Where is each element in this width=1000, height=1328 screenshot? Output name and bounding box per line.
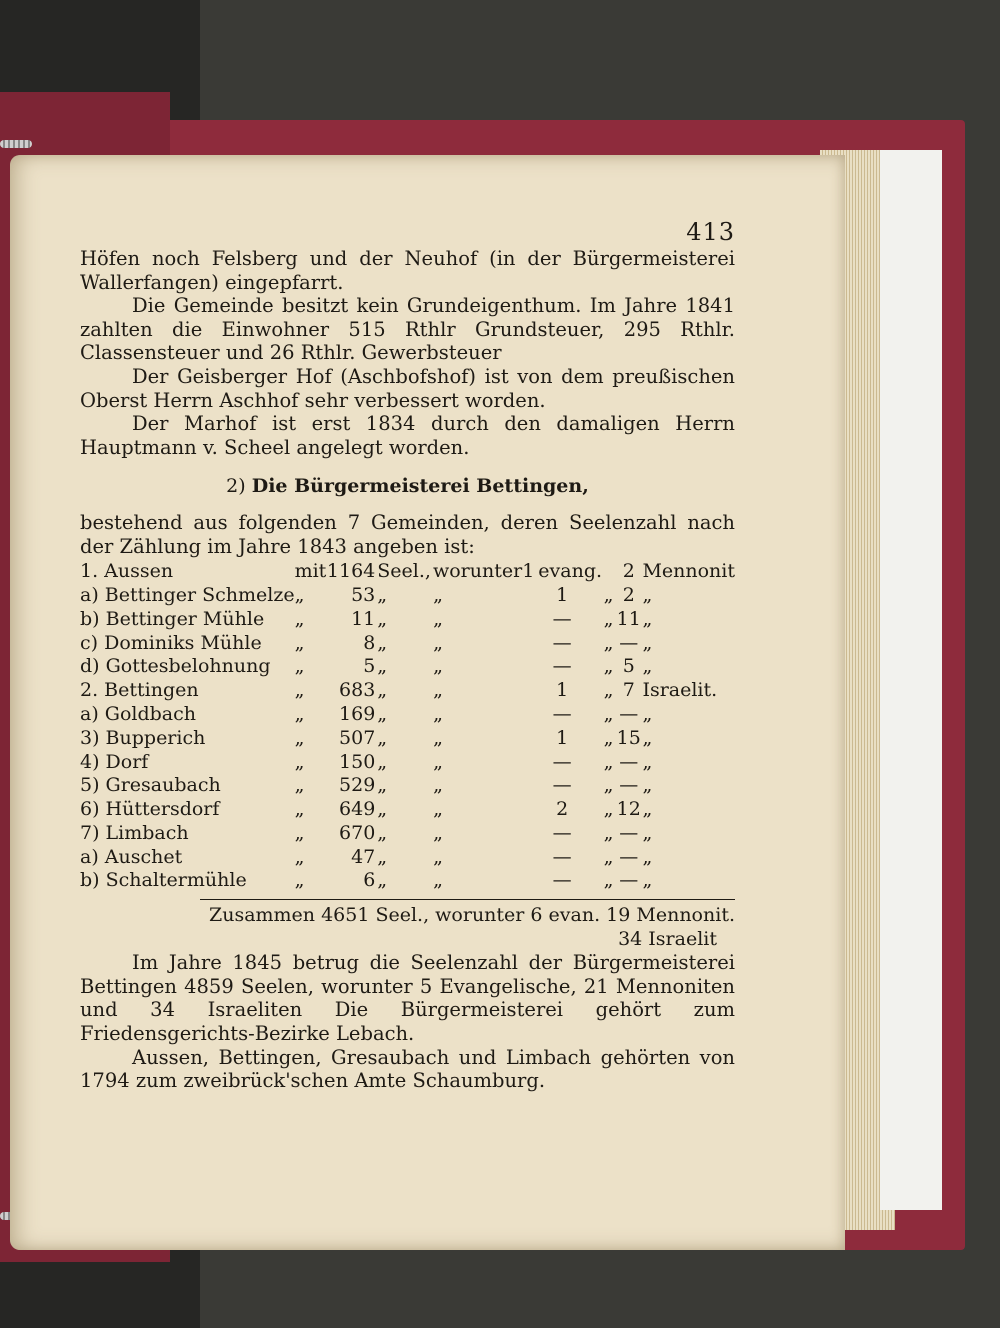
cell-name: 5) Gresaubach	[80, 774, 221, 797]
cell-unit	[377, 655, 522, 679]
cell-unit-label: „	[377, 726, 388, 749]
cell-worunter: „	[433, 655, 443, 678]
cell-unit	[377, 822, 522, 846]
cell-name: 2. Bettingen	[80, 679, 199, 702]
table-row	[80, 846, 735, 870]
cell-worunter: „	[433, 631, 443, 654]
cell-worunter: worunter	[432, 560, 523, 583]
cell-name: b) Schaltermühle	[80, 869, 247, 892]
cell-mit: „	[294, 631, 305, 654]
cell-mit: „	[294, 679, 305, 702]
cell-unit-label: „	[377, 869, 388, 892]
cell-evang	[522, 703, 602, 727]
cell-num: 11	[351, 607, 376, 630]
cell-unit	[377, 798, 522, 822]
cell-mit: „	[294, 798, 305, 821]
table-row	[80, 703, 735, 727]
cell-evang-count: —	[552, 607, 572, 630]
cell-rest: „	[642, 583, 653, 606]
cell-men: 7	[622, 679, 635, 702]
cell-evang	[522, 846, 602, 870]
cell-evang	[522, 560, 602, 584]
cell-evang	[522, 632, 602, 656]
cell-evang	[522, 774, 602, 798]
cell-worunter: „	[433, 702, 443, 725]
cell-unit-label: „	[377, 583, 388, 606]
cell-rest: „	[642, 655, 653, 678]
cell-unit-label: Seel.,	[377, 560, 431, 583]
cell-unit	[377, 632, 522, 656]
table-row	[80, 655, 735, 679]
cell-unit	[377, 774, 522, 798]
cell-evang-count: —	[552, 655, 572, 678]
table-row	[80, 679, 735, 703]
cell-name: a) Auschet	[80, 845, 183, 868]
cell-mit: „	[294, 726, 305, 749]
cell-num: 1164	[326, 560, 376, 583]
cell-q: „	[603, 821, 614, 844]
sum-rule	[200, 899, 735, 900]
cell-evang	[522, 751, 602, 775]
population-table	[80, 560, 735, 893]
cell-worunter: „	[433, 583, 443, 606]
cell-evang-count: —	[552, 821, 572, 844]
cell-num: 8	[363, 631, 376, 654]
cell-num: 529	[339, 774, 376, 797]
paragraph: Der Marhof ist erst 1834 durch den damaligen Herrn Hauptmann v. Scheel angelegt worden.	[80, 412, 735, 459]
cell-unit-label: „	[377, 607, 388, 630]
cell-mit: „	[294, 607, 305, 630]
cell-unit-label: „	[377, 845, 388, 868]
paragraph: Höfen noch Felsberg und der Neuhof (in der Bürgermeisterei Wallerfangen) eingepfarrt.	[80, 247, 735, 294]
cell-num: 507	[339, 726, 376, 749]
paragraph: Im Jahre 1845 betrug die Seelenzahl der Bürgermeisterei Bettingen 4859 Seelen, worunter 5 Evangelische, 21 Mennoniten und 34 Israeliten Die Bürgermeisterei gehört zum Friedensgerichts-Bezirke Lebach.	[80, 951, 735, 1046]
heading-number: 2)	[226, 475, 246, 498]
cell-name: 1. Aussen	[80, 560, 174, 583]
cell-rest: „	[642, 702, 653, 725]
cell-worunter: „	[433, 750, 443, 773]
cell-evang	[522, 655, 602, 679]
cell-men: —	[619, 869, 639, 892]
cell-unit	[377, 560, 522, 584]
bookmark-card	[880, 150, 942, 1210]
cell-unit-label: „	[377, 821, 388, 844]
cell-unit	[377, 846, 522, 870]
cell-men: —	[619, 845, 639, 868]
cell-q: „	[603, 679, 614, 702]
cell-q: „	[603, 869, 614, 892]
cell-q: „	[603, 631, 614, 654]
cell-evang	[522, 822, 602, 846]
page-number: 413	[686, 218, 735, 246]
cell-num: 683	[339, 679, 376, 702]
cell-unit	[377, 727, 522, 751]
cell-mit: „	[294, 869, 305, 892]
cell-men: —	[619, 750, 639, 773]
cell-rest: Mennonit	[642, 560, 735, 583]
cell-q: „	[603, 583, 614, 606]
cell-evang-count: 2	[556, 798, 569, 821]
cell-evang	[522, 608, 602, 632]
cell-unit	[377, 869, 522, 893]
cell-q	[602, 560, 615, 584]
cell-worunter: „	[433, 679, 443, 702]
cell-men: 15	[616, 726, 641, 749]
cell-evang	[522, 798, 602, 822]
cell-evang	[522, 869, 602, 893]
cell-unit-label: „	[377, 750, 388, 773]
cell-men: 2	[622, 583, 635, 606]
cell-rest: „	[642, 607, 653, 630]
table-row	[80, 584, 735, 608]
table-row	[80, 632, 735, 656]
paragraph: Aussen, Bettingen, Gresaubach und Limbach gehörten von 1794 zum zweibrück'schen Amte Schaumburg.	[80, 1045, 735, 1093]
cell-worunter: „	[433, 726, 443, 749]
cell-num: 6	[363, 869, 376, 892]
total-line-israelit: 34 Israelit	[618, 928, 717, 951]
cell-rest: „	[642, 774, 653, 797]
cell-q: „	[603, 655, 614, 678]
section-heading	[80, 475, 735, 499]
heading-title: Die Bürgermeisterei Bettingen,	[251, 475, 589, 498]
cell-evang-count: —	[552, 702, 572, 725]
cell-rest: „	[642, 821, 653, 844]
cell-men: —	[619, 821, 639, 844]
cell-q: „	[603, 607, 614, 630]
cell-q: „	[603, 702, 614, 725]
cell-num: 47	[351, 845, 376, 868]
cell-name: 4) Dorf	[80, 750, 149, 773]
cell-mit: „	[294, 655, 305, 678]
cell-unit-label: „	[377, 631, 388, 654]
cell-name: a) Goldbach	[80, 702, 197, 725]
book-page	[10, 155, 845, 1250]
binding-ring	[0, 140, 32, 148]
cell-unit	[377, 679, 522, 703]
table-row	[80, 822, 735, 846]
table-row	[80, 608, 735, 632]
cell-evang-count: —	[552, 774, 572, 797]
cell-q: „	[603, 845, 614, 868]
cell-rest: „	[642, 631, 653, 654]
cell-name: 7) Limbach	[80, 821, 189, 844]
cell-evang-count: —	[552, 869, 572, 892]
cell-q: „	[603, 726, 614, 749]
cell-num: 649	[339, 798, 376, 821]
cell-unit-label: „	[377, 774, 388, 797]
cell-evang-count: —	[552, 750, 572, 773]
cell-mit: „	[294, 702, 305, 725]
cell-men: —	[619, 774, 639, 797]
table-row	[80, 560, 735, 584]
cell-num: 150	[339, 750, 376, 773]
cell-name: c) Dominiks Mühle	[80, 631, 262, 654]
cell-evang-count: 1	[556, 583, 569, 606]
table-row	[80, 798, 735, 822]
cell-worunter: „	[433, 869, 443, 892]
cell-unit	[377, 751, 522, 775]
cell-q: „	[603, 750, 614, 773]
cell-unit-label: „	[377, 702, 388, 725]
cell-name: 3) Bupperich	[80, 726, 206, 749]
cell-evang-count: —	[552, 845, 572, 868]
paragraph: Die Gemeinde besitzt kein Grundeigenthum. Im Jahre 1841 zahlten die Einwohner 515 Rthlr Grundsteuer, 295 Rthlr. Classensteuer und 26 Rthlr. Gewerbsteuer	[80, 294, 735, 365]
cell-evang-count: —	[552, 631, 572, 654]
cell-men: 11	[616, 607, 641, 630]
cell-evang-label: evang.	[538, 560, 603, 583]
cell-rest: „	[642, 726, 653, 749]
total-line: Zusammen 4651 Seel., worunter 6 evan. 19 Mennonit.	[209, 904, 735, 927]
cell-unit-label: „	[377, 798, 388, 821]
cell-men: 12	[616, 798, 641, 821]
cell-evang	[522, 727, 602, 751]
cell-evang-count: 1	[522, 560, 535, 583]
cell-num: 169	[339, 702, 376, 725]
cell-mit: „	[294, 821, 305, 844]
cell-rest: „	[642, 845, 653, 868]
cell-name: 6) Hüttersdorf	[80, 798, 220, 821]
cell-name: b) Bettinger Mühle	[80, 607, 265, 630]
paragraph: Der Geisberger Hof (Aschbofshof) ist von dem preußischen Oberst Herrn Aschhof sehr verbessert worden.	[80, 364, 735, 412]
table-row	[80, 774, 735, 798]
cell-mit: „	[294, 583, 305, 606]
cell-unit	[377, 703, 522, 727]
table-row	[80, 727, 735, 751]
cell-evang	[522, 679, 602, 703]
cell-worunter: „	[433, 845, 443, 868]
cell-num: 670	[339, 821, 376, 844]
cell-num: 5	[363, 655, 376, 678]
cell-name: d) Gottesbelohnung	[80, 655, 271, 678]
cell-mit: „	[294, 750, 305, 773]
cell-unit	[377, 584, 522, 608]
cell-men: 2	[622, 560, 635, 583]
cell-unit-label: „	[377, 679, 388, 702]
cell-mit: „	[294, 845, 305, 868]
table-row	[80, 869, 735, 893]
cell-worunter: „	[433, 607, 443, 630]
cell-rest: Israelit.	[642, 679, 718, 702]
cell-mit: „	[294, 774, 305, 797]
cell-unit	[377, 608, 522, 632]
cell-worunter: „	[433, 821, 443, 844]
cell-evang-count: 1	[556, 679, 569, 702]
page-text	[80, 247, 735, 1093]
table-row	[80, 751, 735, 775]
cell-men: 5	[622, 655, 635, 678]
cell-rest: „	[642, 750, 653, 773]
cell-q: „	[603, 774, 614, 797]
cell-num: 53	[351, 583, 376, 606]
cell-unit-label: „	[377, 655, 388, 678]
cell-men: —	[619, 702, 639, 725]
intro-paragraph: bestehend aus folgenden 7 Gemeinden, deren Seelenzahl nach der Zählung im Jahre 1843 angeben ist:	[80, 510, 735, 558]
cell-worunter: „	[433, 774, 443, 797]
cell-evang	[522, 584, 602, 608]
cell-mit: mit	[294, 560, 327, 583]
cell-worunter: „	[433, 798, 443, 821]
cell-name: a) Bettinger Schmelze	[80, 583, 295, 606]
cell-men: —	[619, 631, 639, 654]
cell-rest: „	[642, 869, 653, 892]
cell-evang-count: 1	[556, 726, 569, 749]
cell-q: „	[603, 798, 614, 821]
cell-rest: „	[642, 798, 653, 821]
